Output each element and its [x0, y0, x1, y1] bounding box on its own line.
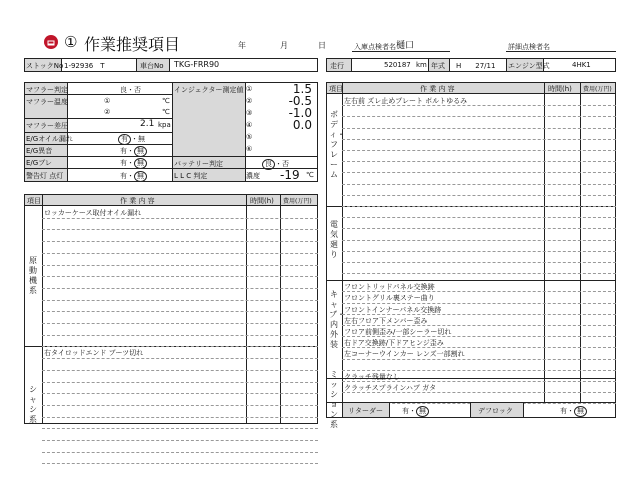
- shake-no[interactable]: 無: [134, 158, 147, 169]
- row-line: [342, 273, 616, 274]
- row-line: [342, 228, 616, 229]
- shake-yes[interactable]: 有・: [120, 159, 134, 167]
- battery-label: バッテリー判定: [174, 160, 223, 168]
- detail-inspector-label: 詳細点検者名: [508, 43, 550, 51]
- row-line: [342, 139, 616, 140]
- row-line: [42, 241, 318, 242]
- muffler-temp-2-unit: ℃: [162, 108, 170, 116]
- model-year-value: H 27/11: [456, 62, 496, 70]
- warning-yes[interactable]: 有・: [120, 172, 134, 180]
- year-label: 年: [238, 41, 246, 50]
- row-line: [342, 161, 616, 162]
- shake-label: E/Gブレ: [26, 159, 52, 167]
- row-line: [42, 265, 318, 266]
- row-line: [342, 184, 616, 185]
- row-line: [342, 128, 616, 129]
- receiver-underline: [352, 51, 450, 52]
- stock-value: 1-92936 T: [64, 62, 105, 70]
- muffler-temp-label: マフラー温度: [26, 98, 68, 106]
- muffler-judge-value: 良・否: [120, 86, 141, 94]
- retarder-options: [402, 406, 429, 417]
- row-line: [342, 172, 616, 173]
- injector-n-4: ④: [246, 121, 253, 129]
- row-line: [42, 253, 318, 254]
- oil-leak-yes[interactable]: 有: [118, 134, 131, 145]
- llc-value: -19: [280, 168, 300, 182]
- check-divider: [172, 82, 173, 182]
- section-label: ボディ・フレーム: [329, 110, 345, 179]
- work-item[interactable]: 右ドア交換跡/下ドアヒンジ歪み: [344, 339, 444, 348]
- stock-label: ストックNo: [26, 62, 64, 70]
- row-line: [342, 240, 616, 241]
- right-col-cost: 費用(万円): [583, 86, 612, 93]
- injector-v-2: -0.5: [288, 94, 312, 108]
- retarder-no[interactable]: 無: [416, 406, 429, 417]
- row-line: [42, 440, 318, 441]
- day-label: 日: [318, 41, 326, 50]
- muffler-diff-label: マフラー差圧: [26, 122, 68, 130]
- right-col-item: 項目: [329, 85, 343, 93]
- right-table-header: [326, 82, 616, 94]
- oil-leak-options: [118, 134, 145, 145]
- difflock-yes[interactable]: 有・: [560, 407, 574, 415]
- row-line: [42, 370, 318, 371]
- section-label: ミッション系: [330, 369, 338, 429]
- row-line: [42, 463, 318, 464]
- engine-label: エンジン型式: [508, 62, 550, 70]
- row-line: [342, 206, 616, 207]
- row-line: [342, 195, 616, 196]
- warning-no[interactable]: 無: [134, 171, 147, 182]
- left-col-work: 作 業 内 容: [120, 197, 155, 205]
- row-line: [42, 417, 318, 418]
- row-line: [342, 370, 616, 371]
- receiver-label: 入庫点検者名: [354, 43, 396, 51]
- truck-logo-icon: [44, 36, 58, 50]
- difflock-no[interactable]: 無: [574, 406, 587, 417]
- section-label: 電気廻り: [330, 219, 338, 259]
- work-item[interactable]: フロントインナーパネル交換跡: [344, 305, 442, 314]
- llc-conc-label: 濃度: [246, 172, 260, 180]
- injector-v-3: -1.0: [288, 106, 312, 120]
- left-col-hours: 時間(h): [250, 197, 274, 205]
- left-col-item: 項目: [27, 197, 41, 205]
- mileage-value: 520187: [384, 61, 411, 69]
- llc-label: L L C 判定: [174, 172, 208, 180]
- chassis-label: 車台No: [140, 62, 164, 70]
- work-item[interactable]: フロア前側歪み/一部シーラー切れ: [344, 328, 452, 336]
- row-line: [42, 335, 318, 336]
- row-line: [42, 428, 318, 429]
- mileage-unit: km: [416, 61, 427, 69]
- injector-n-1: ①: [246, 85, 253, 93]
- row-line: [42, 382, 318, 383]
- noise-yes[interactable]: 有・: [120, 147, 134, 155]
- muffler-temp-1-unit: ℃: [162, 97, 170, 105]
- work-item[interactable]: ロッカーケース取付オイル漏れ: [44, 209, 142, 217]
- header-number: ①: [64, 33, 78, 51]
- warning-options: [120, 171, 147, 182]
- row-line: [42, 276, 318, 277]
- header-logo: [44, 35, 58, 49]
- llc-unit: ℃: [306, 171, 314, 179]
- row-line: [342, 217, 616, 218]
- injector-v-1: 1.5: [292, 82, 312, 96]
- page-title: 作業推奨項目: [84, 35, 181, 54]
- muffler-diff-value: 2.1: [140, 119, 155, 129]
- model-year-label: 年式: [431, 62, 445, 70]
- noise-no[interactable]: 無: [134, 146, 147, 157]
- right-col-hours: 時間(h): [548, 85, 572, 93]
- difflock-label: デフロック: [478, 407, 513, 415]
- battery-good[interactable]: 良: [262, 159, 275, 170]
- right-col-work: 作 業 内 容: [420, 85, 455, 93]
- muffler-temp-1: ①: [104, 97, 111, 105]
- row-line: [42, 300, 318, 301]
- shake-options: [120, 158, 147, 169]
- chassis-value: TKG-FRR90: [174, 60, 220, 69]
- row-line: [42, 405, 318, 406]
- row-line: [42, 323, 318, 324]
- injector-n-3: ③: [246, 109, 253, 117]
- warning-light-label: 警告灯 点灯: [26, 172, 64, 180]
- row-line: [42, 452, 318, 453]
- row-line: [342, 262, 616, 263]
- injector-n-2: ②: [246, 97, 253, 105]
- left-col-cost: 費用(万円): [283, 198, 312, 205]
- mileage-label: 走行: [330, 62, 344, 70]
- battery-bad[interactable]: ・否: [275, 160, 289, 168]
- section-label: キャブ・内外装: [329, 290, 345, 349]
- work-item[interactable]: 左右前 ズレ止めプレート ボルトゆるみ: [344, 97, 468, 105]
- row-line: [342, 116, 616, 117]
- injector-v-4: 0.0: [292, 118, 312, 132]
- noise-options: [120, 146, 147, 157]
- section-label: 原動機系: [29, 256, 37, 296]
- row-line: [42, 288, 318, 289]
- difflock-options: [560, 406, 587, 417]
- muffler-temp-2: ②: [104, 108, 111, 116]
- row-line: [42, 229, 318, 230]
- injector-n-5: ⑤: [246, 133, 253, 141]
- work-item[interactable]: 左コーナーウインカー レンズ一部割れ: [344, 350, 465, 359]
- injector-n-6: ⑥: [246, 145, 253, 153]
- oil-leak-label: E/Gオイル漏れ: [26, 135, 73, 143]
- work-item[interactable]: フロントグリル裏ステー曲り: [344, 294, 435, 303]
- row-line: [42, 393, 318, 394]
- engine-value: 4HK1: [572, 61, 591, 69]
- muffler-diff-unit: kpa: [158, 121, 171, 129]
- row-line: [342, 150, 616, 151]
- retarder-yes[interactable]: 有・: [402, 407, 416, 415]
- month-label: 月: [280, 41, 288, 50]
- detail-underline: [506, 51, 616, 52]
- row-line: [42, 346, 318, 347]
- retarder-label: リターダー: [348, 407, 383, 415]
- noise-label: E/G異音: [26, 147, 53, 155]
- row-line: [42, 311, 318, 312]
- muffler-judge-label: マフラー判定: [26, 86, 68, 94]
- work-item[interactable]: 右タイロッドエンド ブーツ切れ: [44, 349, 144, 358]
- injector-label: インジェクター測定値: [174, 86, 244, 94]
- receiver-name: 樋口: [396, 41, 415, 51]
- section-label: シャシ系: [29, 384, 37, 424]
- row-line: [342, 251, 616, 252]
- work-item[interactable]: クラッチ残量なし: [344, 372, 400, 381]
- oil-leak-no[interactable]: ・無: [131, 135, 145, 143]
- work-item[interactable]: 左右フロア下メンバー歪み: [344, 316, 428, 325]
- work-item[interactable]: フロントリッドパネル交換跡: [344, 283, 435, 292]
- work-item[interactable]: クラッチスプラインハブ ガタ: [344, 384, 437, 392]
